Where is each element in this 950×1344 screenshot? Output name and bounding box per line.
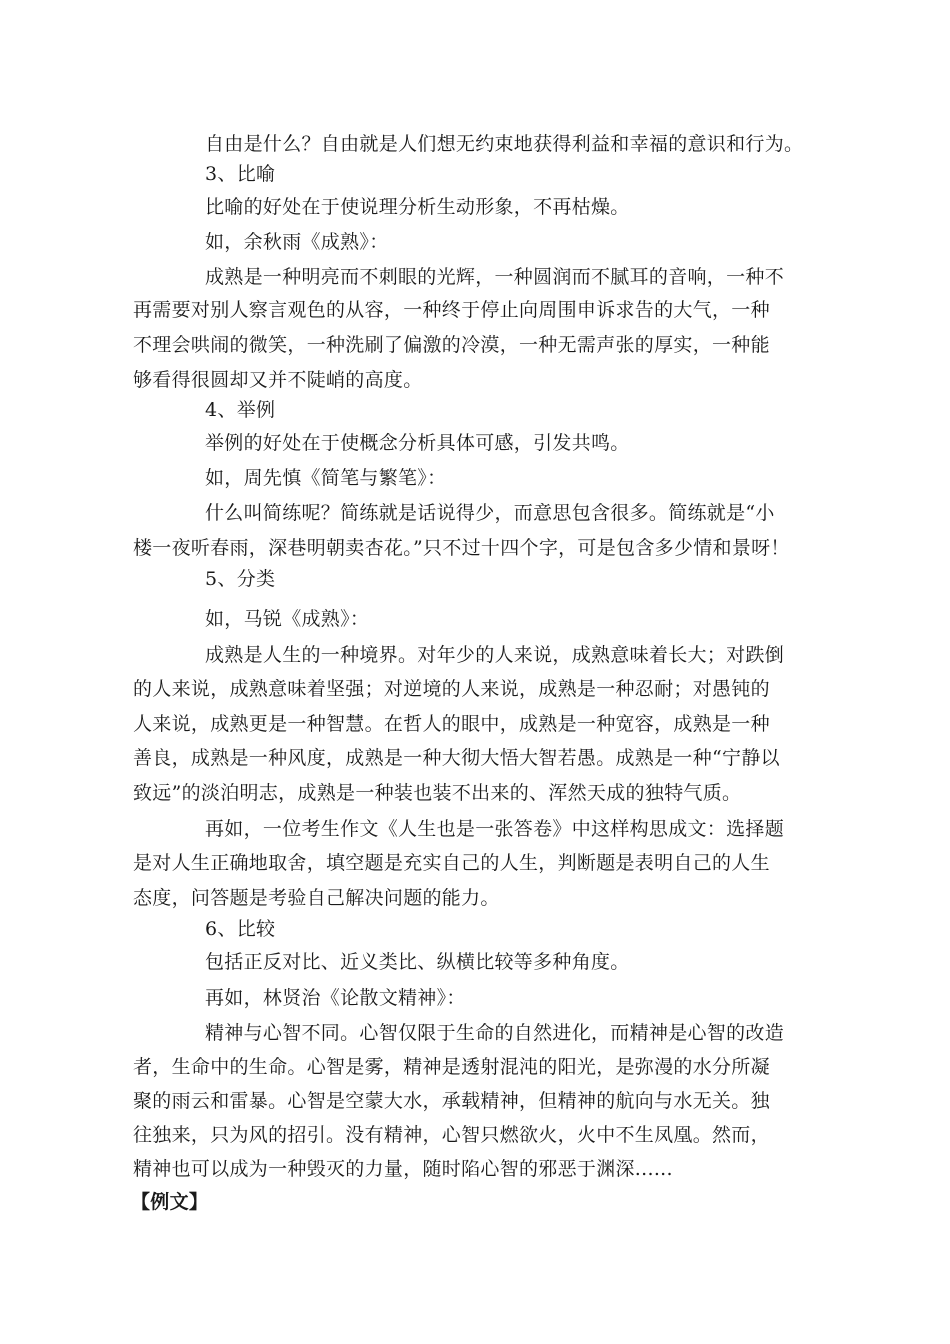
text-line: 再如，一位考生作文《人生也是一张答卷》中这样构思成文：选择题 [205, 818, 785, 840]
quote-line: 致远”的淡泊明志，成熟是一种装也装不出来的、浑然天成的独特气质。 [133, 782, 742, 804]
text-line: 如，周先慎《简笔与繁笔》： [205, 467, 447, 489]
quote-line: 什么叫简练呢？简练就是话说得少，而意思包含很多。简练就是“小 [205, 502, 775, 524]
section-heading: 6、比较 [205, 918, 276, 940]
quote-line: 够看得很圆却又并不陡峭的高度。 [133, 369, 423, 391]
quote-line: 善良，成熟是一种风度，成熟是一种大彻大悟大智若愚。成熟是一种“宁静以 [133, 747, 780, 769]
quote-line: 往独来，只为风的招引。没有精神，心智只燃欲火，火中不生凤凰。然而， [133, 1124, 770, 1146]
text-line: 自由是什么？自由就是人们想无约束地获得利益和幸福的意识和行为。 [205, 133, 804, 155]
text-line: 再如，林贤治《论散文精神》： [205, 987, 466, 1009]
text-line: 如，余秋雨《成熟》： [205, 231, 389, 253]
text-line: 举例的好处在于使概念分析具体可感，引发共鸣。 [205, 432, 630, 454]
section-heading: 4、举例 [205, 399, 276, 421]
quote-line: 楼一夜听春雨，深巷明朝卖杏花。”只不过十四个字，可是包含多少情和景呀！ [133, 537, 790, 559]
quote-line: 者，生命中的生命。心智是雾，精神是透射混沌的阳光，是弥漫的水分所凝 [133, 1056, 770, 1078]
quote-line: 成熟是人生的一种境界。对年少的人来说，成熟意味着长大；对跌倒 [205, 644, 785, 666]
quote-line: 精神与心智不同。心智仅限于生命的自然进化，而精神是心智的改造 [205, 1022, 785, 1044]
quote-line: 聚的雨云和雷暴。心智是空蒙大水，承载精神，但精神的航向与水无关。独 [133, 1090, 770, 1112]
example-heading: 【例文】 [131, 1191, 209, 1213]
quote-line: 再需要对别人察言观色的从容，一种终于停止向周围申诉求告的大气，一种 [133, 299, 770, 321]
quote-line: 精神也可以成为一种毁灭的力量，随时陷心智的邪恶于渊深...... [133, 1158, 673, 1180]
text-line: 包括正反对比、近义类比、纵横比较等多种角度。 [205, 951, 630, 973]
section-heading: 3、比喻 [205, 163, 276, 185]
text-line: 如，马锐《成熟》： [205, 608, 370, 630]
section-heading: 5、分类 [205, 568, 276, 590]
text-line: 态度，问答题是考验自己解决问题的能力。 [133, 887, 500, 909]
quote-line: 的人来说，成熟意味着坚强；对逆境的人来说，成熟是一种忍耐；对愚钝的 [133, 678, 770, 700]
text-line: 是对人生正确地取舍，填空题是充实自己的人生，判断题是表明自己的人生 [133, 852, 770, 874]
quote-line: 人来说，成熟更是一种智慧。在哲人的眼中，成熟是一种宽容，成熟是一种 [133, 713, 770, 735]
quote-line: 成熟是一种明亮而不刺眼的光辉，一种圆润而不腻耳的音响，一种不 [205, 266, 785, 288]
quote-line: 不理会哄闹的微笑，一种洗刷了偏激的冷漠，一种无需声张的厚实，一种能 [133, 334, 770, 356]
text-line: 比喻的好处在于使说理分析生动形象，不再枯燥。 [205, 196, 630, 218]
